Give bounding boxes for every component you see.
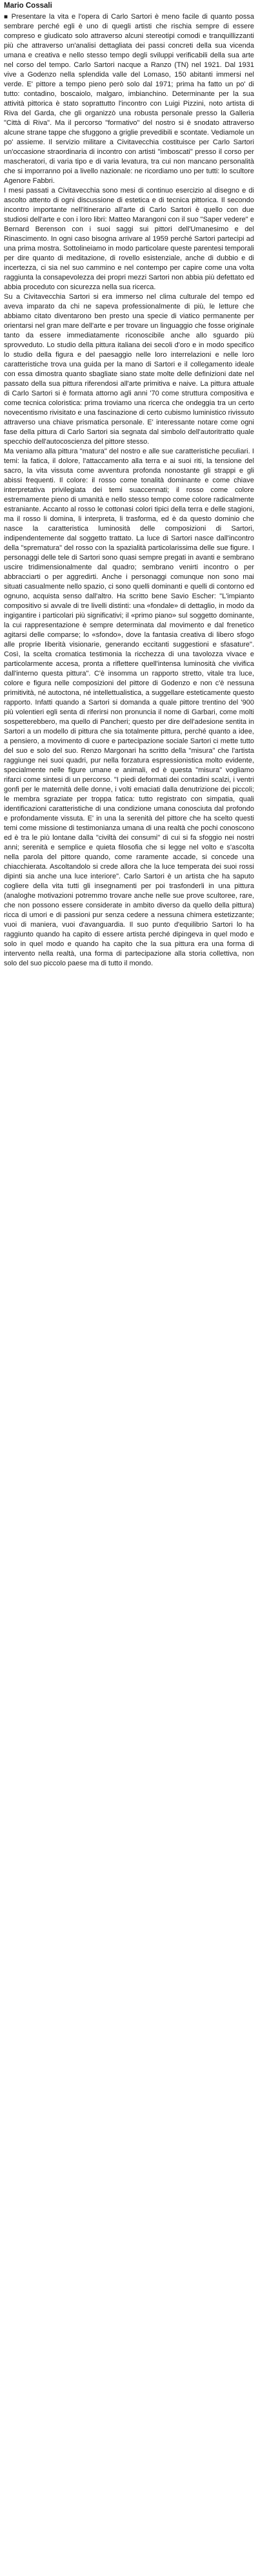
paragraph [4,12,254,186]
paragraph: I mesi passati a Civitavecchia sono mesi di continuo esercizio al disegno e di ascolto attento di ogni discussione di estetica e di tecnica pittorica. Il secondo incontro importante nell'itinerario all'arte di Carlo Sartori è quello con due studiosi dell'arte e con i loro libri: Matteo Marangoni con il suo "Saper vedere" e Bernard Berenson con i suoi saggi sui pittori dell'Umanesimo e del Rinascimento. In ogni caso bisogna arrivare al 1959 perché Sartori partecipi ad una prima mostra. Sottolineiamo in modo particolare queste parentesi temporali per dire quanto di meditazione, di rovello esistenziale, anche di dubbio e di incertezza, ci sia nel suo cammino e nel contempo per capire come una volta raggiunta la consapevolezza dei propri mezzi Sartori non abbia più defettato ed abbia proceduto con sicurezza nella sua ricerca. [4,187,254,291]
bullet-icon: ■ [4,14,9,21]
article-body [4,12,254,969]
paragraph-text: Presentare la vita e l'opera di Carlo Sartori è meno facile di quanto possa sembrare perché egli è uno di quegli artisti che rischia sempre di essere compreso e giudicato solo attraverso alcuni stereotipi comodi e tranquillizzanti più che attraverso un'analisi dettagliata dei passi concreti della sua vicenda umana e creativa e nello stesso tempo degli sviluppi verificabili della sua arte nel corso del tempo. Carlo Sartori nacque a Ranzo (TN) nel 1921. Dal 1931 vive a Godenzo nella splendida valle del Lomaso, 150 abitanti immersi nel verde. E' pittore a tempo pieno però solo dal 1971; prima ha fatto un po' di tutto: contadino, boscaiolo, malgaro, imbianchino. Determinante per la sua attività pittorica è stato soprattutto l'incontro con Luigi Pizzini, noto artista di Riva del Garda, che gli organizzò una robusta personale presso la Galleria "Città di Riva". Ma il percorso "formativo" del nostro si è snodato attraverso alcune strane tappe che sfuggono a griglie prevedibili e scontate. Vediamole un po' assieme. Il servizio militare a Civitavecchia costituisce per Carlo Sartori un'occasione straordinaria di incontro con artisti "imboscati" presso il corso per mascheratori, di varia tipo e di varia levatura, tra cui non mancano personalità che si imporranno poi a livello nazionale: ne ricordiamo uno per tutti: lo scultore Agenore Fabbri. [4,13,254,185]
paragraph: Ma veniamo alla pittura "matura" del nostro e alle sue caratteristiche peculiari. I temi: la fatica, il dolore, l'attaccamento alla terra e ai suoi riti, la tensione del sacro, la vita vissuta come avventura profonda nonostante gli strappi e gli abissi frequenti. Il colore: il rosso come tonalità dominante e come chiave interpretativa privilegiata dei temi suaccennati; il rosso come colore estremamente pieno di umanità e nello stesso tempo come colore radicalmente estraniante. Accanto al rosso le cottonasi colori tipici della terra e delle stagioni, ma il rosso li domina, li interpreta, li trasforma, ed è da questo dominio che nasce la caratteristica luminosità delle composizioni di Sartori, indipendentemente dal soggetto trattato. La luce di Sartori nasce dall'incontro della "sprematura" del rosso con la spazialità particolarissima delle sue figure. I personaggi delle tele di Sartori sono quasi sempre pregati in avanti e sembrano uscire tridimensionalmente dal quadro; sembrano venirti incontro o per abbracciarti o per aggredirti. Anche i personaggi comunque non sono mai situati casualmente nello spazio, ci sono quelli dominanti e quelli di contorno ed ognuno, acquista senso dall'altro. Ha scritto bene Savio Escher: "L'impianto compositivo si avvale di tre livelli distinti: una «fondale» di dettaglio, in modo da ingigantire i particolari più significativi; il «primo piano» sul soggetto dominante, la cui rappresentazione è sempre determinata dal movimento e dal frenetico agitarsi delle comparse; lo «sfondo», dove la fantasia creativa di libero sfogo alle proprie liberità visionarie, generando eccitanti suggestioni e sfasature". Così, la scelta cromatica testimonia la ricchezza di una tavolozza vivace e particolarmente accesa, pronta a riflettere quell'intensa luminosità che vivifica dall'interno questa pittura". C'è insomma un rapporto stretto, vitale tra luce, colore e figura nelle composizioni del pittore di Godenzo e non c'è nessuna primitività, né autoctona, né intellettualistica, a suggellare esteticamente questo rapporto. Infatti quando a Sartori si domanda a quale pittore trentino del '900 più volentieri egli senta di riferirsi non pronuncia il nome di Garbari, come molti sospetterebbero, ma quello di Pancheri; questo per dire dell'adesione sentita in Sartori a un modello di pittura che sia totalmente pittura, perché quanto a idee, a pensiero, a movimento di cuore e partecipazione sociale Sartori ci mette tutto del suo e solo del suo. Renzo Margonari ha scritto della "misura" che l'artista raggiunge nei suoi quadri, pur nella forzatura espressionistica molto evidente, specialmente nelle figure umane e animali, ed è questa "misura" vogliamo rifarci come sintesi di un percorso. "I piedi deformati dei contadini scalzi, i ventri gonfi per le maternità delle donne, i volti emaciati dalla denutrizione dei piccoli; le membra sgraziate per troppa fatica: tutto registrato con simpatia, quali identificazioni caratteristiche di una condizione umana conosciuta dal profondo e profondamente vissuta. E' in una la serenità del pittore che ha scelto questi temi come missione di testimonianza umana di una realtà che pochi conoscono ed è tra le più lontane dalla "civiltà dei consumi" di cui si fa sfoggio nei nostri anni; serenità e semplice e quieta filosofia che si legge nel volto e s'ascolta nella parola del pittore quando, come raramente accade, si concede una chiacchierata. Ascoltandolo si crede allora che la luce temperata dei suoi rossi dipinti sia anche una luce interiore". Carlo Sartori è un artista che ha saputo cogliere della vita tutti gli insegnamenti per poi trasfonderli in una pittura (analoghe motivazioni potremmo trovare anche nelle sue prove scultoree, rare, che non possono essere considerate in ambito diverso da quello della pittura) ricca di umori e di passioni pur senza cedere a nessuna chimera estetizzante; vuoi di maniera, vuoi d'avanguardia. Il suo punto d'equilibrio Sartori lo ha raggiunto quando ha capito di essere artista perché dipingeva in quel modo e solo in quel modo e quando ha capito che la sua pittura era una forma di intervento nella realtà, una forma di partecipazione alla storia collettiva, non solo del suo piccolo paese ma di tutto il mondo. [4,448,254,967]
author-name: Mario Cossali [4,2,52,10]
paragraph: Su a Civitavecchia Sartori si era immerso nel clima culturale del tempo ed aveva imparato da chi ne sapeva professionalmente di più, le letture che abbiamo citato diventarono ben presto una specie di viatico permanente per orientarsi nel gran mare dell'arte e per trovare un linguaggio che fosse originale tanto da essere immediatamente riconoscibile anche allo sguardo più sprovveduto. Lo studio della pittura italiana dei secoli d'oro e in modo specifico lo studio della figura e del paesaggio nelle loro interrelazioni e nelle loro caratteristiche trova una guida per la mano di Sartori e il collegamento ideale con essa dimostra quanto sbagliate siano state molte delle definizioni date nel passato della sua pittura riferendosi all'arte primitiva e naive. La pittura attuale di Carlo Sartori si è formata attorno agli anni '70 come struttura compositiva e come tecnica coloristica: prima troviamo una ricerca che ondeggia tra un certo novecentismo rivisitato e una fascinazione di certo cubismo luministico rivissuto attraverso una chiave prismatica personale. E' interessante notare come ogni fase della pittura di Carlo Sartori sia segnata dal simbolo dell'autoritratto quale specchio dell'autocoscienza del pittore stesso. [4,293,254,446]
